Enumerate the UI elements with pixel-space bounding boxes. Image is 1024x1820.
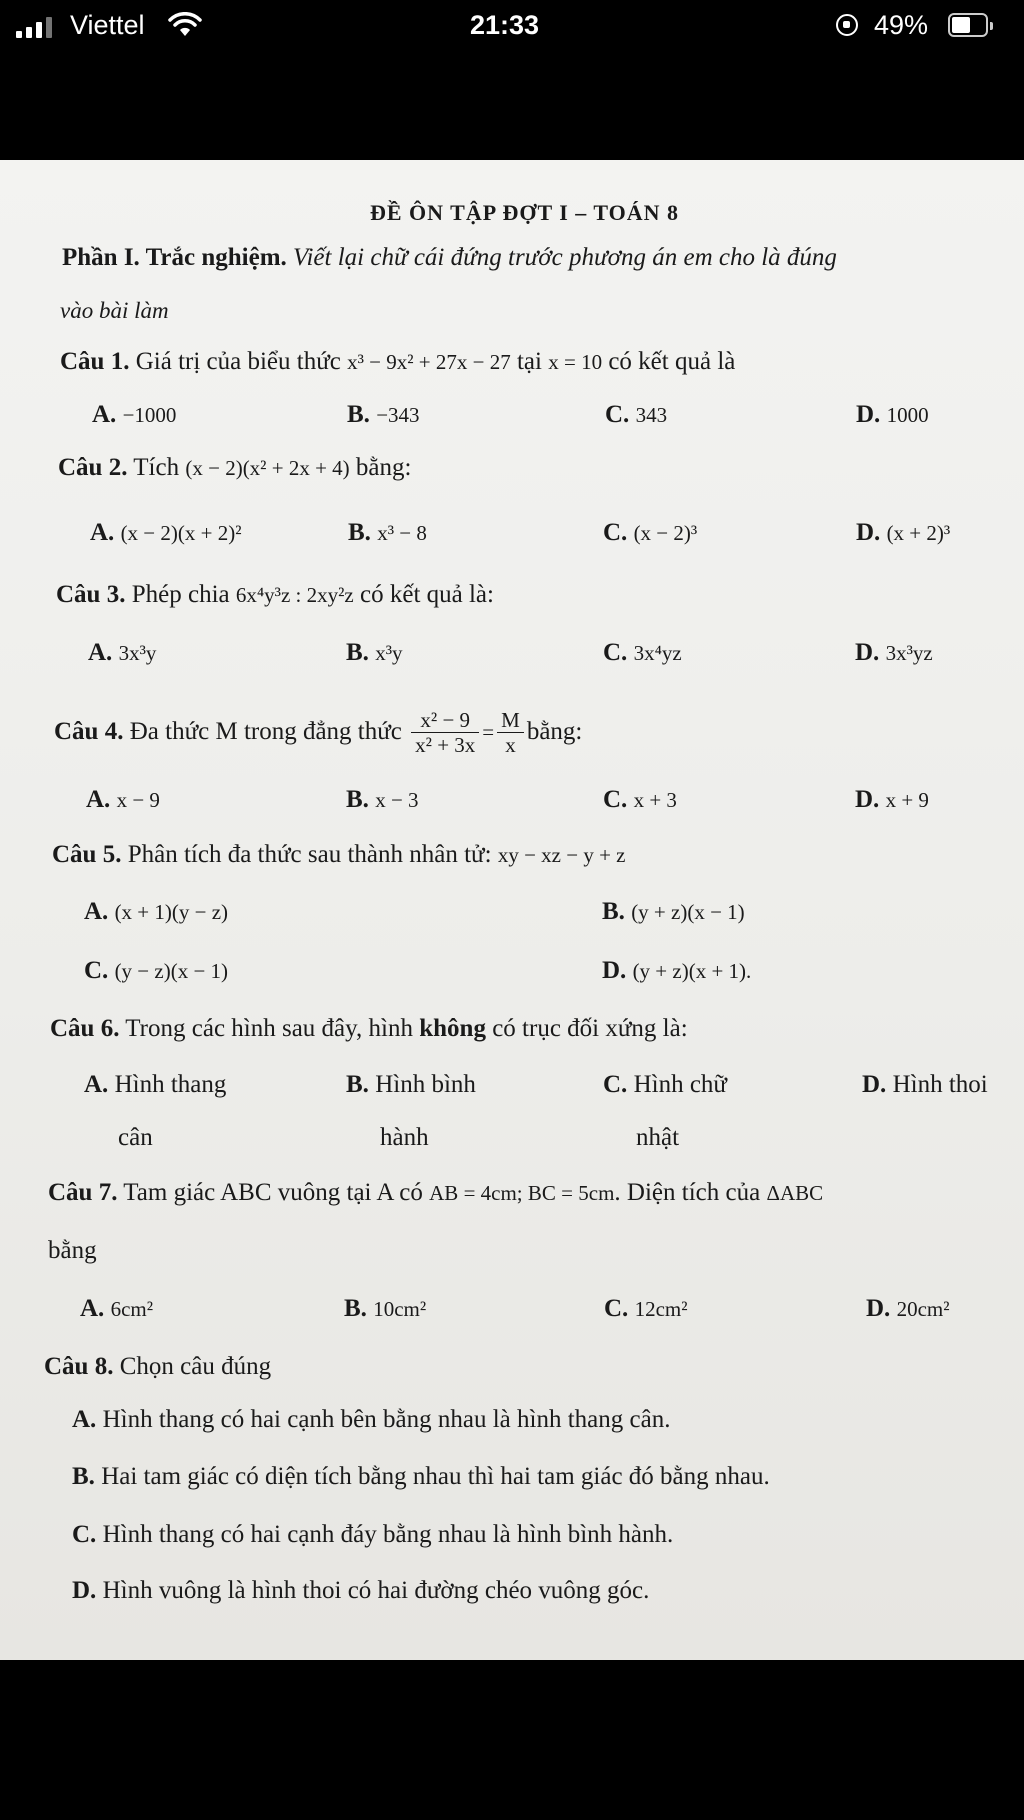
- math-expr: (x − 2)(x² + 2x + 4): [185, 456, 350, 480]
- doc-title: ĐỀ ÔN TẬP ĐỢT I – TOÁN 8: [370, 200, 680, 225]
- question-6: Câu 6. Trong các hình sau đây, hình không có trục đối xứng là:: [50, 1015, 688, 1042]
- option-1c: C. 343: [605, 401, 668, 428]
- math-expr: xy − xz − y + z: [497, 843, 626, 867]
- question-3: Câu 3. Phép chia 6x⁴y³z : 2xy²z có kết quả là:: [56, 581, 494, 608]
- option-6a-cont: cân: [118, 1124, 153, 1151]
- option-3c: C. 3x⁴yz: [603, 639, 682, 666]
- question-4: Câu 4. Đa thức M trong đẳng thức $\frac{\text{x² − 9}}{\text{x² + 3x}}$ = $\frac{M}{x}$ bằng:: [54, 707, 583, 757]
- option-1a: A. −1000: [92, 401, 177, 428]
- option-6b: B. Hình bình: [346, 1071, 476, 1098]
- option-6a: A. Hình thang: [84, 1071, 227, 1098]
- question-8: Câu 8. Chọn câu đúng: [44, 1353, 272, 1380]
- math-expr: 6x⁴y³z : 2xy²z: [235, 583, 354, 607]
- math-expr: x³ − 9x² + 27x − 27: [347, 350, 511, 374]
- option-4d: D. x + 9: [855, 786, 929, 813]
- wifi-icon: [168, 12, 202, 38]
- option-4a: A. x − 9: [86, 786, 160, 813]
- option-6d: D. Hình thoi: [862, 1071, 988, 1098]
- option-8b: B. Hai tam giác có diện tích bằng nhau thì hai tam giác đó bằng nhau.: [72, 1463, 770, 1490]
- signal-icon: [16, 16, 52, 38]
- math-expr: x = 10: [548, 350, 603, 374]
- question-1: Câu 1. Giá trị của biểu thức x³ − 9x² + 27x − 27 tại x = 10 có kết quả là: [60, 348, 736, 375]
- option-4c: C. x + 3: [603, 786, 677, 813]
- option-8c: C. Hình thang có hai cạnh đáy bằng nhau là hình bình hành.: [72, 1521, 674, 1548]
- option-1d: D. 1000: [856, 401, 929, 428]
- carrier-name: Viettel: [70, 10, 145, 40]
- option-2c: C. (x − 2)³: [603, 519, 698, 546]
- option-6c-cont: nhật: [636, 1124, 680, 1151]
- option-1b: B. −343: [347, 401, 420, 428]
- option-7b: B. 10cm²: [344, 1295, 427, 1322]
- option-8a: A. Hình thang có hai cạnh bên bằng nhau là hình thang cân.: [72, 1406, 671, 1433]
- battery-percent: 49%: [874, 10, 929, 40]
- section-instruction: vào bài làm: [60, 298, 169, 323]
- option-4b: B. x − 3: [346, 786, 419, 813]
- question-7-cont: bằng: [48, 1237, 97, 1264]
- question-7: Câu 7. Tam giác ABC vuông tại A có AB = 4cm; BC = 5cm. Diện tích của ΔABC: [48, 1179, 824, 1206]
- option-7a: A. 6cm²: [80, 1295, 154, 1322]
- section-header: Phần I. Trắc nghiệm. Viết lại chữ cái đứng trước phương án em cho là đúng: [62, 244, 837, 271]
- option-3d: D. 3x³yz: [855, 639, 933, 666]
- option-2b: B. x³ − 8: [348, 519, 427, 546]
- option-8d: D. Hình vuông là hình thoi có hai đường chéo vuông góc.: [72, 1577, 650, 1604]
- battery-icon: [948, 13, 988, 37]
- option-7c: C. 12cm²: [604, 1295, 688, 1322]
- status-bar: [0, 0, 1024, 54]
- clock: 21:33: [470, 10, 540, 40]
- exam-paper: [0, 160, 1024, 1660]
- option-6c: C. Hình chữ: [603, 1071, 727, 1098]
- orientation-lock-icon: [836, 14, 858, 36]
- option-5c: C. (y − z)(x − 1): [84, 957, 229, 984]
- math-expr: ΔABC: [766, 1181, 824, 1205]
- option-2a: A. (x − 2)(x + 2)²: [90, 519, 242, 546]
- fraction: $\frac{\text{x² − 9}}{\text{x² + 3x}}$: [411, 708, 479, 757]
- option-5a: A. (x + 1)(y − z): [84, 898, 229, 925]
- option-5b: B. (y + z)(x − 1): [602, 898, 745, 925]
- option-3a: A. 3x³y: [88, 639, 157, 666]
- option-2d: D. (x + 2)³: [856, 519, 951, 546]
- question-5: Câu 5. Phân tích đa thức sau thành nhân tử: xy − xz − y + z: [52, 841, 626, 868]
- option-7d: D. 20cm²: [866, 1295, 950, 1322]
- option-3b: B. x³y: [346, 639, 403, 666]
- option-6b-cont: hành: [380, 1124, 429, 1151]
- question-2: Câu 2. Tích (x − 2)(x² + 2x + 4) bằng:: [58, 454, 412, 481]
- option-5d: D. (y + z)(x + 1).: [602, 957, 752, 984]
- math-expr: AB = 4cm; BC = 5cm: [429, 1181, 615, 1205]
- fraction: $\frac{M}{x}$: [497, 708, 524, 757]
